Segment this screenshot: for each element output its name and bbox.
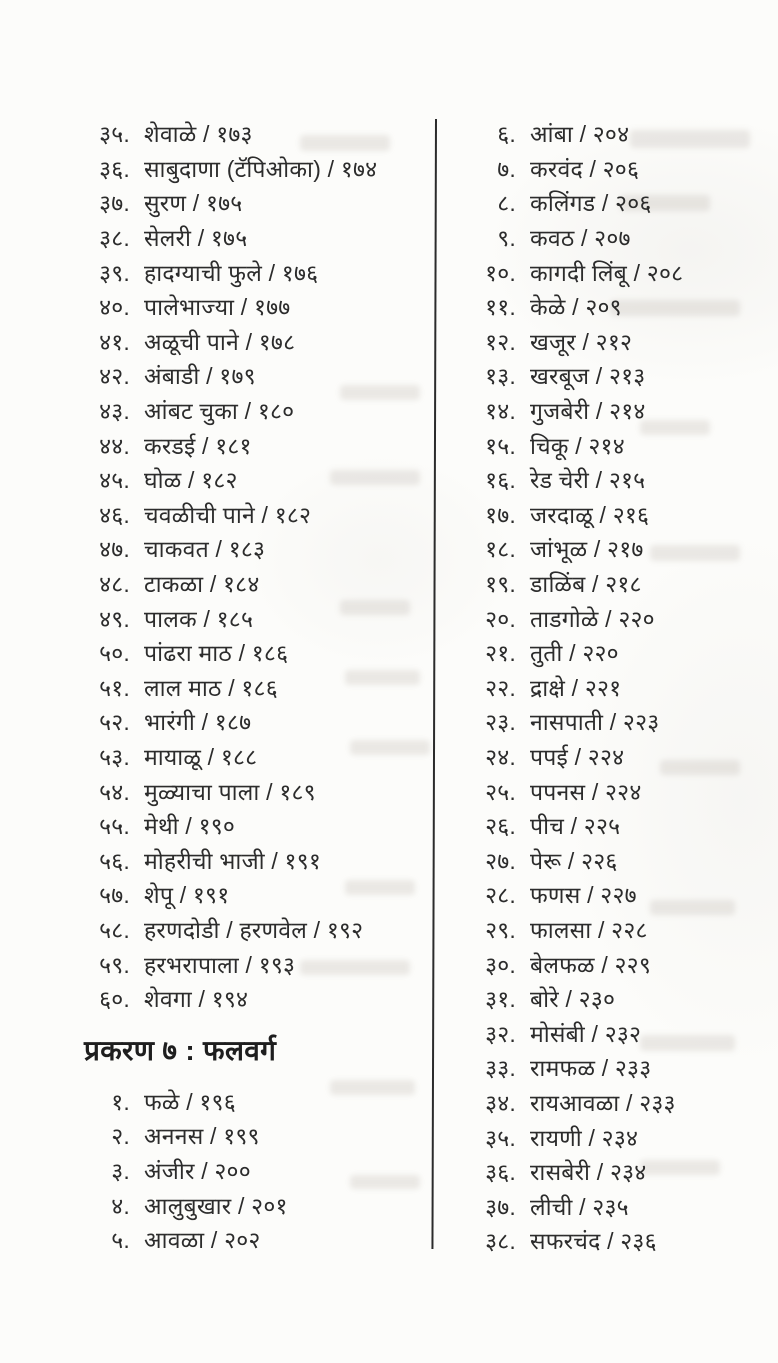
index-entry-number: २१.: [485, 640, 516, 667]
index-entry: [84, 773, 434, 808]
index-entry-number: ४४.: [99, 432, 130, 459]
index-entry-title-and-page: तुती / २२०: [530, 640, 619, 667]
index-entry-title-and-page: शेवगा / १९४: [144, 986, 249, 1013]
index-entry: [84, 704, 434, 739]
index-entry-title-and-page: पालेभाज्या / १७७: [144, 294, 291, 321]
index-entry-number: ९.: [497, 225, 516, 252]
index-entry-number: ३८.: [99, 225, 130, 252]
index-entry-title-and-page: पीच / २२५: [530, 813, 621, 840]
index-entry-title-and-page: आंबा / २०४: [530, 121, 630, 148]
index-entry-title-and-page: रायआवळा / २३३: [530, 1089, 676, 1116]
index-entry-title-and-page: हरभरापाला / १९३: [144, 951, 296, 978]
index-entry-number: २९.: [485, 916, 516, 943]
index-entry-number: ८.: [497, 190, 516, 217]
index-entry: [84, 842, 434, 877]
index-entry: [458, 531, 768, 566]
index-entry-number: ४७.: [99, 536, 130, 563]
index-entry-number: ३६.: [485, 1159, 516, 1186]
index-entry: [458, 704, 768, 739]
index-entry-number: ३६.: [99, 155, 130, 182]
index-entry-title-and-page: खरबूज / २१३: [530, 363, 646, 390]
index-entry-title-and-page: पपनस / २२४: [530, 778, 642, 805]
index-entry: [84, 981, 434, 1016]
index-entry-title-and-page: फणस / २२७: [530, 882, 637, 909]
index-entry-number: ३९.: [99, 259, 130, 286]
index-entry: [84, 393, 434, 428]
index-left-column-after-heading: [84, 1083, 434, 1256]
index-right-column: [458, 116, 768, 1258]
index-entry-number: १.: [111, 1088, 130, 1115]
index-entry-number: ११.: [485, 294, 516, 321]
index-entry-number: ३५.: [485, 1124, 516, 1151]
index-entry-title-and-page: नासपाती / २२३: [530, 709, 660, 736]
index-entry-title-and-page: कागदी लिंबू / २०८: [530, 259, 684, 286]
index-entry: [458, 566, 768, 601]
index-entry-title-and-page: अळूची पाने / १७८: [144, 328, 296, 355]
index-entry-number: ७.: [497, 155, 516, 182]
index-entry: [84, 185, 434, 220]
index-entry-title-and-page: रेड चेरी / २१५: [530, 467, 646, 494]
index-entry: [458, 670, 768, 705]
index-entry-number: ४५.: [99, 467, 130, 494]
index-entry-title-and-page: रायणी / २३४: [530, 1124, 639, 1151]
index-entry-number: ३.: [111, 1157, 130, 1184]
index-entry-number: ५५.: [99, 813, 130, 840]
chapter-heading: प्रकरण ७ : फलवर्ग: [84, 1035, 277, 1067]
index-entry: [84, 739, 434, 774]
index-entry: [84, 358, 434, 393]
index-entry-title-and-page: खजूर / २१२: [530, 328, 633, 355]
index-entry-number: १३.: [485, 363, 516, 390]
index-entry-number: ५१.: [99, 674, 130, 701]
index-entry-number: ५.: [111, 1227, 130, 1254]
index-entry-title-and-page: जांभूळ / २१७: [530, 536, 644, 563]
index-entry-number: ५६.: [99, 847, 130, 874]
index-entry: [458, 946, 768, 981]
index-entry-number: ३७.: [485, 1193, 516, 1220]
index-entry-title-and-page: शेवाळे / १७३: [144, 121, 253, 148]
index-entry: [84, 462, 434, 497]
index-entry-title-and-page: आलुबुखार / २०१: [144, 1192, 288, 1219]
index-entry: [84, 912, 434, 947]
index-entry-number: २२.: [485, 674, 516, 701]
index-entry-title-and-page: रामफळ / २३३: [530, 1055, 652, 1082]
index-entry-number: ४०.: [99, 294, 130, 321]
index-entry-number: २८.: [485, 882, 516, 909]
index-entry-title-and-page: पांढरा माठ / १८६: [144, 640, 289, 667]
index-entry: [458, 151, 768, 186]
index-entry: [84, 289, 434, 324]
index-entry-number: २६.: [485, 813, 516, 840]
index-entry-title-and-page: बेलफळ / २२९: [530, 951, 651, 978]
index-entry-number: १०.: [485, 259, 516, 286]
index-entry-title-and-page: डाळिंब / २१८: [530, 571, 642, 598]
index-entry: [458, 739, 768, 774]
index-entry: [458, 185, 768, 220]
index-entry-title-and-page: लीची / २३५: [530, 1193, 629, 1220]
index-entry-title-and-page: भारंगी / १८७: [144, 709, 252, 736]
index-entry-number: ४.: [111, 1192, 130, 1219]
index-entry-title-and-page: फालसा / २२८: [530, 916, 648, 943]
index-entry-number: ५९.: [99, 951, 130, 978]
index-entry: [84, 1083, 434, 1118]
index-entry-number: ३७.: [99, 190, 130, 217]
index-entry: [458, 1015, 768, 1050]
index-entry-number: ५८.: [99, 916, 130, 943]
index-entry-title-and-page: अंजीर / २००: [144, 1157, 251, 1184]
index-entry-title-and-page: सेलरी / १७५: [144, 225, 248, 252]
index-entry: [458, 324, 768, 359]
index-entry: [458, 600, 768, 635]
index-entry: [458, 842, 768, 877]
index-entry-number: ३०.: [485, 951, 516, 978]
index-entry-number: ३५.: [99, 121, 130, 148]
index-entry-number: ४८.: [99, 571, 130, 598]
index-entry-number: २४.: [485, 743, 516, 770]
index-entry-number: ४६.: [99, 501, 130, 528]
index-entry-number: १८.: [485, 536, 516, 563]
index-entry-title-and-page: फळे / १९६: [144, 1088, 236, 1115]
index-entry-number: ४२.: [99, 363, 130, 390]
index-entry-title-and-page: चाकवत / १८३: [144, 536, 266, 563]
index-entry-number: ५७.: [99, 882, 130, 909]
index-entry-title-and-page: मोहरीची भाजी / १९१: [144, 847, 322, 874]
index-entry: [84, 808, 434, 843]
index-entry-number: १४.: [485, 398, 516, 425]
index-entry-number: २०.: [485, 605, 516, 632]
index-entry: [84, 151, 434, 186]
index-entry: [458, 427, 768, 462]
index-entry-number: ५०.: [99, 640, 130, 667]
index-entry-title-and-page: बोरे / २३०: [530, 986, 616, 1013]
index-entry-title-and-page: ताडगोळे / २२०: [530, 605, 655, 632]
index-entry-title-and-page: मोसंबी / २३२: [530, 1020, 642, 1047]
index-entry-number: ६०.: [99, 986, 130, 1013]
index-entry-title-and-page: पालक / १८५: [144, 605, 254, 632]
index-entry-title-and-page: रासबेरी / २३४: [530, 1159, 647, 1186]
index-entry-title-and-page: सफरचंद / २३६: [530, 1228, 657, 1255]
index-entry-number: १६.: [485, 467, 516, 494]
index-entry: [458, 635, 768, 670]
index-entry-title-and-page: शेपू / १९१: [144, 882, 230, 909]
index-entry: [458, 912, 768, 947]
index-entry: [84, 427, 434, 462]
index-entry-number: ३३.: [485, 1055, 516, 1082]
index-entry-title-and-page: चिकू / २१४: [530, 432, 625, 459]
index-entry: [458, 393, 768, 428]
index-entry-title-and-page: लाल माठ / १८६: [144, 674, 278, 701]
index-entry-title-and-page: करवंद / २०६: [530, 155, 640, 182]
index-entry-title-and-page: हरणदोडी / हरणवेल / १९२: [144, 916, 364, 943]
index-entry: [458, 877, 768, 912]
index-entry: [84, 220, 434, 255]
index-entry-title-and-page: मेथी / १९०: [144, 813, 236, 840]
index-left-column: [84, 116, 434, 1256]
index-entry-number: २५.: [485, 778, 516, 805]
index-entry: [458, 497, 768, 532]
index-entry-title-and-page: कवठ / २०७: [530, 225, 631, 252]
index-entry: [458, 358, 768, 393]
index-entry-title-and-page: आंबट चुका / १८०: [144, 398, 295, 425]
index-entry-title-and-page: पपई / २२४: [530, 743, 625, 770]
index-entry: [458, 220, 768, 255]
index-entry-number: ५३.: [99, 743, 130, 770]
index-entry: [458, 773, 768, 808]
index-entry-title-and-page: करडई / १८१: [144, 432, 252, 459]
index-entry: [84, 497, 434, 532]
index-entry-number: ४१.: [99, 328, 130, 355]
index-entry: [84, 1222, 434, 1257]
index-entry: [458, 981, 768, 1016]
index-entry-title-and-page: चवळीची पाने / १८२: [144, 501, 312, 528]
index-entry-title-and-page: अननस / १९९: [144, 1123, 260, 1150]
index-entry-number: २७.: [485, 847, 516, 874]
index-entry: [84, 531, 434, 566]
index-entry-number: १२.: [485, 328, 516, 355]
index-entry: [84, 670, 434, 705]
index-entry-title-and-page: द्राक्षे / २२१: [530, 674, 622, 701]
index-entry-title-and-page: टाकळा / १८४: [144, 571, 260, 598]
index-entry-title-and-page: साबुदाणा (टॅपिओका) / १७४: [144, 155, 378, 182]
index-entry-title-and-page: मुळ्याचा पाला / १८९: [144, 778, 316, 805]
index-entry-number: ५२.: [99, 709, 130, 736]
index-entry: [84, 254, 434, 289]
index-entry: [458, 289, 768, 324]
index-entry: [84, 566, 434, 601]
index-entry-title-and-page: अंबाडी / १७९: [144, 363, 256, 390]
index-entry: [84, 1153, 434, 1188]
index-entry: [458, 1119, 768, 1154]
index-entry-title-and-page: गुजबेरी / २१४: [530, 398, 646, 425]
index-entry: [84, 946, 434, 981]
index-entry-number: ३८.: [485, 1228, 516, 1255]
index-entry: [84, 116, 434, 151]
index-entry: [84, 1187, 434, 1222]
index-entry-number: १९.: [485, 571, 516, 598]
index-entry: [84, 600, 434, 635]
index-entry-title-and-page: जरदाळू / २१६: [530, 501, 650, 528]
index-entry: [84, 1118, 434, 1153]
index-entry-number: १५.: [485, 432, 516, 459]
index-entry: [458, 1085, 768, 1120]
index-entry-number: ४९.: [99, 605, 130, 632]
index-entry-number: ६.: [497, 121, 516, 148]
index-entry-title-and-page: कलिंगड / २०६: [530, 190, 652, 217]
index-entry-number: २.: [111, 1123, 130, 1150]
index-entry-number: ५४.: [99, 778, 130, 805]
index-entry-number: ३४.: [485, 1089, 516, 1116]
index-entry: [458, 1050, 768, 1085]
index-entry: [458, 254, 768, 289]
index-entry-title-and-page: घोळ / १८२: [144, 467, 238, 494]
index-entry-title-and-page: केळे / २०९: [530, 294, 622, 321]
index-entry: [458, 116, 768, 151]
index-entry: [458, 1188, 768, 1223]
index-entry-title-and-page: पेरू / २२६: [530, 847, 618, 874]
index-entry-number: २३.: [485, 709, 516, 736]
index-entry: [458, 462, 768, 497]
index-entry-number: ३२.: [485, 1020, 516, 1047]
index-entry-number: ३१.: [485, 986, 516, 1013]
index-entry-title-and-page: आवळा / २०२: [144, 1227, 261, 1254]
index-entry: [84, 877, 434, 912]
index-entry: [458, 1154, 768, 1189]
index-entry-title-and-page: हादग्याची फुले / १७६: [144, 259, 319, 286]
index-entry: [84, 635, 434, 670]
index-entry-number: १७.: [485, 501, 516, 528]
index-entry-title-and-page: मायाळू / १८८: [144, 743, 258, 770]
index-entry-number: ४३.: [99, 398, 130, 425]
index-entry-title-and-page: सुरण / १७५: [144, 190, 243, 217]
index-entry: [84, 324, 434, 359]
index-entry: [458, 1223, 768, 1258]
index-entry: [458, 808, 768, 843]
